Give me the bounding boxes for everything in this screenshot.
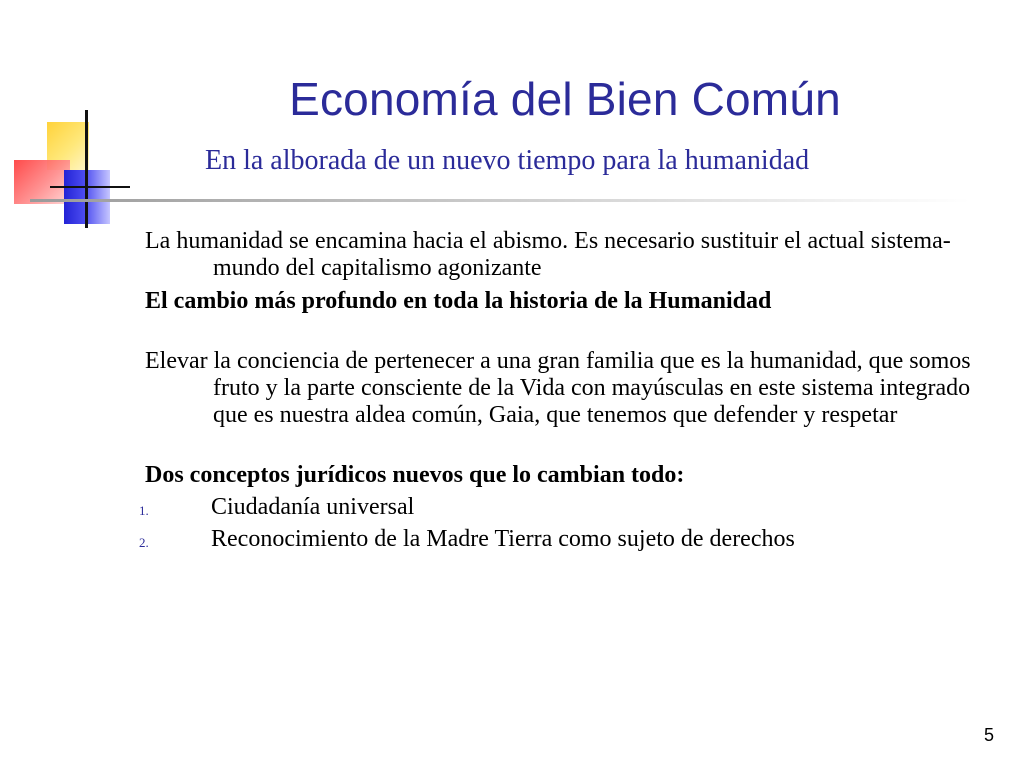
slide-subtitle: En la alborada de un nuevo tiempo para la humanidad <box>205 145 810 176</box>
title-divider <box>30 199 970 202</box>
page-number: 5 <box>983 725 994 745</box>
slide-title: Economía del Bien Común <box>289 73 841 125</box>
list-item <box>139 494 1005 521</box>
paragraph-conciencia: Elevar la conciencia de pertenecer a una gran familia que es la humanidad, que somos fruto y la parte consciente de la Vida con mayúsculas en este sistema integrado que es nuestra aldea común, Gaia, que tenemos que defender y respetar <box>145 348 971 428</box>
paragraph-conceptos: Dos conceptos jurídicos nuevos que lo cambian todo: <box>145 462 685 488</box>
red-square-shape <box>14 160 70 204</box>
list-item-number: 1. <box>139 503 149 518</box>
list-item-text: Ciudadanía universal <box>211 494 415 520</box>
list-item-text: Reconocimiento de la Madre Tierra como sujeto de derechos <box>211 526 795 552</box>
horizontal-line-shape <box>50 186 130 188</box>
paragraph-abismo: La humanidad se encamina hacia el abismo. Es necesario sustituir el actual sistema-mundo del capitalismo agonizante <box>145 228 951 281</box>
slide-body <box>139 228 1005 553</box>
list-item-number: 2. <box>139 535 149 550</box>
list-item <box>139 526 1005 553</box>
vertical-line-shape <box>85 110 88 228</box>
paragraph-cambio: El cambio más profundo en toda la historia de la Humanidad <box>145 288 772 314</box>
